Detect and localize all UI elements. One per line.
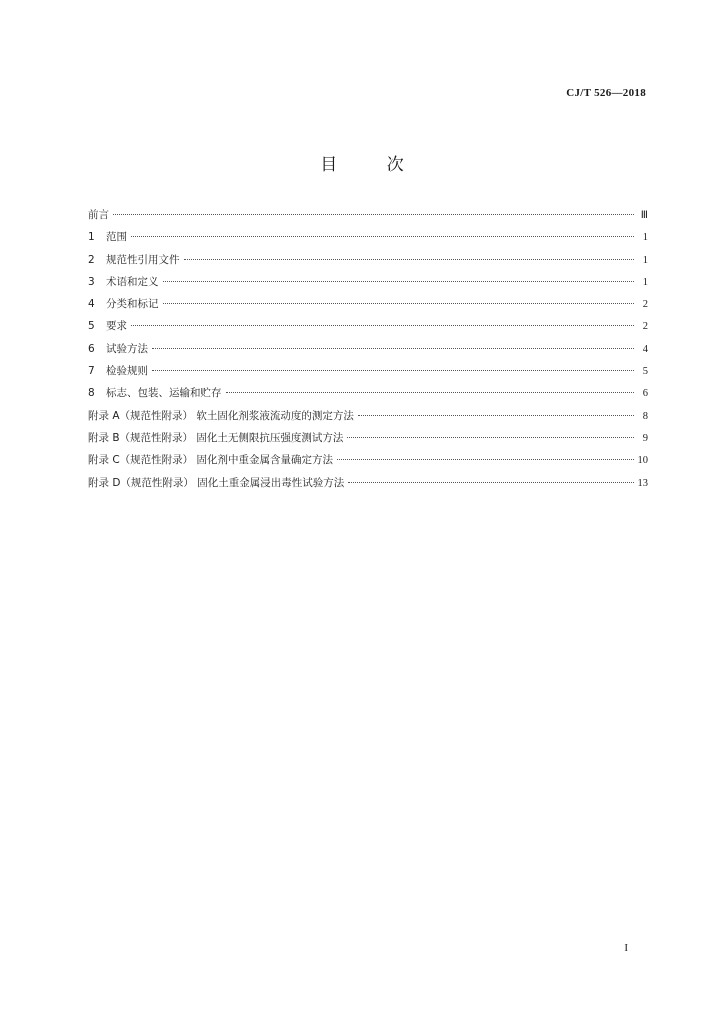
toc-entry-label: 分类和标记 [106,298,159,311]
leader-dots [163,303,635,304]
toc-entry-page: 8 [642,410,648,422]
toc-entry-page: Ⅲ [640,210,648,221]
leader-dots [184,259,635,260]
page-number: I [624,942,628,954]
toc-entry[interactable] [88,296,648,318]
leader-dots [337,459,633,460]
toc-entry-label: 术语和定义 [106,275,159,288]
toc-entry[interactable] [88,363,648,385]
toc-entry-label: 检验规则 [106,365,148,378]
toc-entry-page: 6 [642,388,648,400]
toc-entry[interactable] [88,274,648,296]
toc-entry-page: 5 [642,366,648,378]
toc-entry-page: 4 [642,343,648,355]
toc-entry-page: 13 [637,477,648,489]
toc-entry-number: 4 [88,298,95,311]
leader-dots [131,325,634,326]
toc-entry-number: 1 [88,231,95,244]
toc-entry-label: 附录 C（规范性附录） 固化剂中重金属含量确定方法 [88,454,334,467]
toc-entry-label: 范围 [106,231,127,244]
toc-entry-page: 1 [642,232,648,244]
leader-dots [358,415,634,416]
leader-dots [152,370,634,371]
toc-entry-label: 附录 D（规范性附录） 固化土重金属浸出毒性试验方法 [88,476,345,489]
toc-entry-number: 6 [88,342,95,355]
toc-entry-page: 1 [642,276,648,288]
toc-entry-number: 8 [88,387,95,400]
toc-entry-appendix[interactable] [88,408,648,430]
toc-entry-label: 前言 [88,209,109,221]
toc-entry-page: 2 [642,321,648,333]
toc-entry-number: 7 [88,365,95,378]
toc-entry-page: 1 [642,254,648,266]
toc-entry-number: 5 [88,320,95,333]
title-char-2: 次 [386,155,404,175]
toc-entry-appendix[interactable] [88,452,648,474]
toc-entry-number: 3 [88,275,95,288]
toc-entry-page: 10 [637,455,648,467]
leader-dots [347,437,634,438]
toc-entry[interactable] [88,318,648,340]
toc-entry-label: 附录 B（规范性附录） 固化土无侧限抗压强度测试方法 [88,431,344,444]
title-char-1: 目 [320,155,338,175]
toc-entry[interactable] [88,385,648,407]
leader-dots [131,236,634,237]
toc-entry-label: 附录 A（规范性附录） 软土固化剂浆液流动度的测定方法 [88,409,354,422]
toc-entry-label: 试验方法 [106,342,148,355]
toc-entry[interactable] [88,207,648,229]
page-title [0,150,724,175]
leader-dots [348,482,633,483]
toc-entry-page: 2 [642,299,648,311]
toc-entry-number: 2 [88,253,95,266]
toc-entry[interactable] [88,229,648,251]
toc-entry-label: 要求 [106,320,127,333]
toc-entry-appendix[interactable] [88,475,648,497]
toc-entry[interactable] [88,252,648,274]
leader-dots [113,214,634,215]
toc-entry-label: 标志、包装、运输和贮存 [106,387,222,400]
standard-code: CJ/T 526—2018 [566,87,646,99]
toc-entry-page: 9 [642,432,648,444]
leader-dots [163,281,635,282]
table-of-contents [88,207,648,497]
leader-dots [226,392,635,393]
toc-entry[interactable] [88,341,648,363]
leader-dots [152,348,634,349]
toc-entry-appendix[interactable] [88,430,648,452]
toc-entry-label: 规范性引用文件 [106,253,180,266]
